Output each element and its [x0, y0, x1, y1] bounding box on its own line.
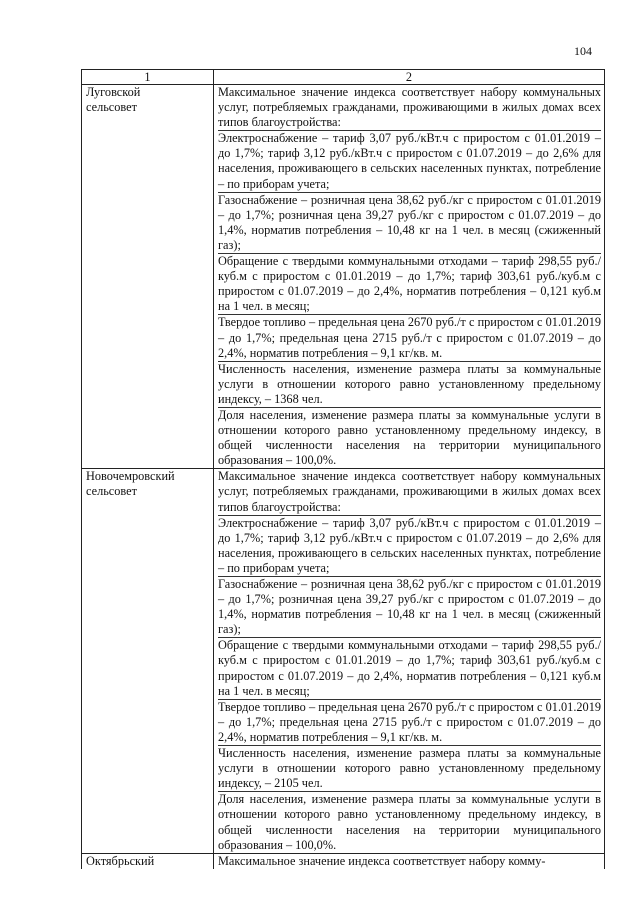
municipality-name-line: Луговской — [86, 85, 141, 99]
header-col-2: 2 — [214, 70, 605, 85]
gas-paragraph: Газоснабжение – розничная цена 38,62 руб./кг с приростом с 01.01.2019 – до 1,7%; розничная цена 39,27 руб./кг с приростом с 01.07.2019 – до 1,4%, норматив потребления – 10,48 кг на 1 чел. в месяц (сжиженный газ); — [218, 192, 601, 252]
municipality-cell — [82, 853, 214, 869]
tariff-table — [81, 69, 605, 869]
waste-paragraph: Обращение с твердыми коммунальными отходами – тариф 298,55 руб./куб.м с приростом с 01.01.2019 – до 1,7%; тариф 303,61 руб./куб.м с приростом с 01.07.2019 – до 2,4%, норматив потребления – 0,121 куб.м на 1 чел. в месяц; — [218, 638, 601, 698]
table-row — [82, 85, 605, 469]
gas-paragraph: Газоснабжение – розничная цена 38,62 руб./кг с приростом с 01.01.2019 – до 1,7%; розничная цена 39,27 руб./кг с приростом с 01.07.2019 – до 1,4%, норматив потребления – 10,48 кг на 1 чел. в месяц (сжиженный газ); — [218, 577, 601, 637]
population-count-paragraph: Численность населения, изменение размера платы за коммунальные услуги в отношении которого равно установленному предельному индексу, – 1368 чел. — [218, 361, 601, 406]
index-intro-paragraph: Максимальное значение индекса соответствует набору комму- — [218, 853, 546, 868]
table-row — [82, 469, 605, 853]
description-cell — [214, 853, 605, 869]
index-intro-paragraph: Максимальное значение индекса соответствует набору коммунальных услуг, потребляемых гражданами, проживающими в жилых домах всех типов благоустройства: — [218, 469, 601, 514]
table-row — [82, 853, 605, 869]
municipality-name-line: Новочемровский — [86, 469, 175, 484]
electricity-paragraph: Электроснабжение – тариф 3,07 руб./кВт.ч с приростом с 01.01.2019 – до 1,7%; тариф 3,12 руб./кВт.ч с приростом с 01.07.2019 – до 2,6% для населения, проживающего в сельских населенных пунктах, потребление – по приборам учета; — [218, 131, 601, 191]
municipality-cell — [82, 469, 214, 853]
municipality-name-line: сельсовет — [86, 484, 137, 499]
page-number: 104 — [574, 44, 592, 58]
population-share-paragraph: Доля населения, изменение размера платы за коммунальные услуги в отношении которого равно установленному предельному индексу, в общей численности населения на территории муниципального образования – 100,0%. — [218, 792, 601, 852]
municipality-cell — [82, 85, 214, 469]
population-share-paragraph: Доля населения, изменение размера платы за коммунальные услуги в отношении которого равно установленному предельному индексу, в общей численности населения на территории муниципального образования – 100,0%. — [218, 407, 601, 468]
table-header-row — [82, 70, 605, 85]
description-cell — [214, 85, 605, 469]
population-count-paragraph: Численность населения, изменение размера платы за коммунальные услуги в отношении которого равно установленному предельному индексу, – 2105 чел. — [218, 746, 601, 791]
electricity-paragraph: Электроснабжение – тариф 3,07 руб./кВт.ч с приростом с 01.01.2019 – до 1,7%; тариф 3,12 руб./кВт.ч с приростом с 01.07.2019 – до 2,6% для населения, проживающего в сельских населенных пунктах, потребление – по приборам учета; — [218, 515, 601, 575]
description-cell — [214, 469, 605, 853]
index-intro-paragraph: Максимальное значение индекса соответствует набору коммунальных услуг, потребляемых гражданами, проживающими в жилых домах всех типов благоустройства: — [218, 85, 601, 130]
municipality-name-line: Октябрьский — [86, 853, 155, 868]
solid-fuel-paragraph: Твердое топливо – предельная цена 2670 руб./т с приростом с 01.01.2019 – до 1,7%; предельная цена 2715 руб./т с приростом с 01.07.2019 – до 2,4%, норматив потребления – 9,1 кг/кв. м. — [218, 315, 601, 360]
solid-fuel-paragraph: Твердое топливо – предельная цена 2670 руб./т с приростом с 01.01.2019 – до 1,7%; предельная цена 2715 руб./т с приростом с 01.07.2019 – до 2,4%, норматив потребления – 9,1 кг/кв. м. — [218, 699, 601, 744]
header-col-1: 1 — [82, 70, 214, 85]
waste-paragraph: Обращение с твердыми коммунальными отходами – тариф 298,55 руб./куб.м с приростом с 01.01.2019 – до 1,7%; тариф 303,61 руб./куб.м с приростом с 01.07.2019 – до 2,4%, норматив потребления – 0,121 куб.м на 1 чел. в месяц; — [218, 254, 601, 314]
municipality-name-line: сельсовет — [86, 100, 137, 115]
